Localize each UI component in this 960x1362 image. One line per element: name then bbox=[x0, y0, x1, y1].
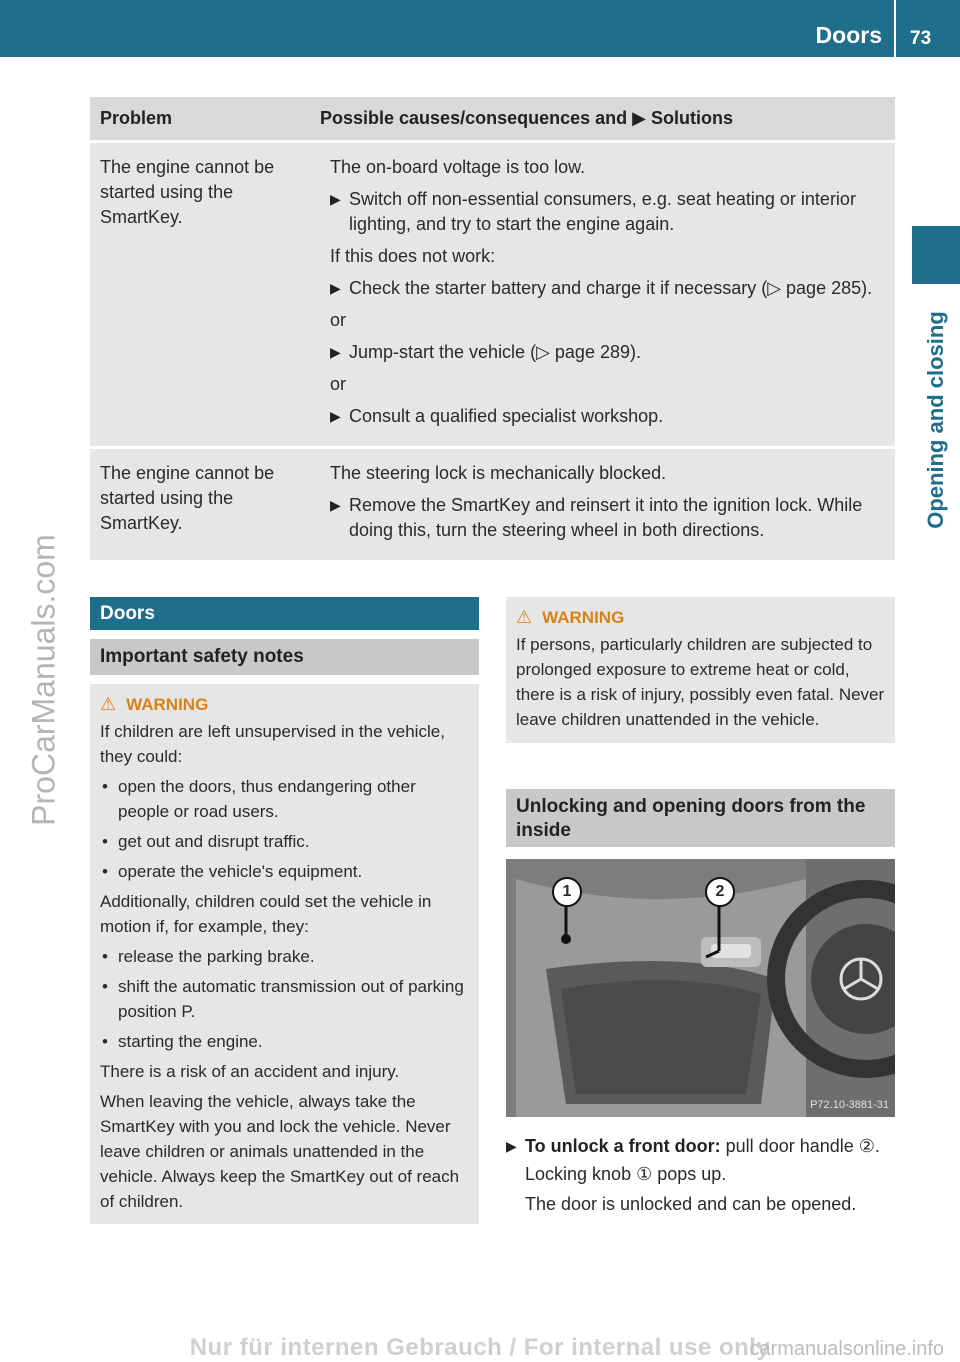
solution-step: ▶ Switch off non-essential consumers, e.g. seat heating or interior lighting, and try to start the engine again. bbox=[330, 189, 856, 234]
cause-text: The on-board voltage is too low. bbox=[330, 157, 586, 177]
section-title: Doors bbox=[815, 22, 882, 48]
table-row bbox=[90, 449, 895, 560]
bullet-icon: • bbox=[102, 832, 108, 851]
step-arrow-icon: ▶ bbox=[330, 344, 341, 360]
section-heading: Doors bbox=[90, 597, 479, 630]
bullet-icon: • bbox=[102, 1032, 108, 1051]
warning-box bbox=[506, 597, 895, 743]
problem-cell: The engine cannot be started using the SmartKey. bbox=[100, 157, 275, 227]
step-arrow-icon: ▶ bbox=[506, 1138, 517, 1154]
list-item: • release the parking brake. bbox=[100, 944, 469, 969]
watermark: ProCarManuals.com bbox=[25, 534, 62, 826]
step-arrow-icon: ▶ bbox=[330, 408, 341, 424]
solution-step: ▶ Check the starter battery and charge it if necessary (▷ page 285). bbox=[330, 276, 885, 301]
or-text: or bbox=[330, 374, 347, 394]
step-arrow-icon: ▶ bbox=[330, 280, 341, 296]
subsection-heading: Unlocking and opening doors from the inside bbox=[506, 789, 895, 847]
list-item: • get out and disrupt traffic. bbox=[100, 829, 469, 854]
warning-title: ⚠ WARNING bbox=[516, 605, 885, 630]
site-watermark: carmanualsonline.info bbox=[749, 1338, 944, 1360]
column-header-problem: Problem bbox=[100, 108, 173, 128]
cause-text: The steering lock is mechanically blocked. bbox=[330, 463, 667, 483]
page-number: 73 bbox=[910, 28, 932, 49]
solution-step: ▶ Consult a qualified specialist workshop. bbox=[330, 404, 885, 429]
bullet-icon: • bbox=[102, 862, 108, 881]
list-item: • operate the vehicle's equipment. bbox=[100, 859, 469, 884]
table-row bbox=[90, 143, 895, 446]
bullet-icon: • bbox=[102, 777, 108, 796]
left-column bbox=[90, 597, 479, 1224]
bullet-icon: • bbox=[102, 947, 108, 966]
list-item: • open the doors, thus endangering other people or road users. bbox=[100, 774, 469, 824]
instruction bbox=[506, 1133, 895, 1217]
note-text: If this does not work: bbox=[330, 246, 496, 266]
troubleshooting-table bbox=[90, 97, 895, 560]
callout-1: 1 bbox=[552, 877, 582, 907]
warning-title: ⚠ WARNING bbox=[100, 692, 469, 717]
chapter-label: Opening and closing bbox=[923, 311, 948, 529]
subsection-heading: Important safety notes bbox=[90, 639, 479, 675]
or-text: or bbox=[330, 310, 347, 330]
solution-step: ▶ Remove the SmartKey and reinsert it into the ignition lock. While doing this, turn the steering wheel in both directions. bbox=[330, 495, 863, 540]
callout-2: 2 bbox=[705, 877, 735, 907]
column-header-solutions: Possible causes/consequences and ▶ Solutions bbox=[320, 108, 733, 128]
result-text: The door is unlocked and can be opened. bbox=[525, 1194, 857, 1214]
result-text: Locking knob ① pops up. bbox=[525, 1164, 727, 1184]
image-code: P72.10-3881-31 bbox=[810, 1099, 889, 1111]
solution-cell bbox=[320, 449, 895, 560]
warning-paragraph: There is a risk of an accident and injury. bbox=[100, 1062, 400, 1081]
warning-triangle-icon: ⚠ bbox=[516, 607, 533, 627]
table-header bbox=[90, 97, 895, 140]
warning-triangle-icon: ⚠ bbox=[100, 694, 117, 714]
chapter-tab bbox=[912, 226, 960, 284]
header-divider bbox=[894, 0, 896, 57]
warning-intro: If children are left unsupervised in the vehicle, they could: bbox=[100, 722, 445, 766]
bullet-icon: • bbox=[102, 977, 108, 996]
list-item: • starting the engine. bbox=[100, 1029, 469, 1054]
warning-text: If persons, particularly children are subjected to prolonged exposure to extreme heat or cold, there is a risk of injury, possibly even fatal. Never leave children unattended in the vehicle. bbox=[516, 635, 885, 729]
warning-box bbox=[90, 684, 479, 1224]
list-item: • shift the automatic transmission out of parking position P. bbox=[100, 974, 469, 1024]
footer-text: Nur für internen Gebrauch / For internal use only bbox=[189, 1334, 771, 1361]
page-header bbox=[0, 0, 960, 57]
step-arrow-icon: ▶ bbox=[330, 497, 341, 513]
warning-paragraph: When leaving the vehicle, always take the SmartKey with you and lock the vehicle. Never leave children or animals unattended in the vehicle. Always keep the SmartKey out of reach of children. bbox=[100, 1092, 460, 1211]
instruction-step: ▶ To unlock a front door: pull door handle ②. bbox=[506, 1133, 895, 1159]
solution-cell bbox=[320, 143, 895, 446]
right-column bbox=[506, 597, 895, 1217]
step-arrow-icon: ▶ bbox=[330, 191, 341, 207]
door-panel-photo bbox=[506, 859, 895, 1117]
problem-cell: The engine cannot be started using the SmartKey. bbox=[100, 463, 275, 533]
warning-paragraph: Additionally, children could set the vehicle in motion if, for example, they: bbox=[100, 892, 432, 936]
solution-step: ▶ Jump-start the vehicle (▷ page 289). bbox=[330, 340, 885, 365]
